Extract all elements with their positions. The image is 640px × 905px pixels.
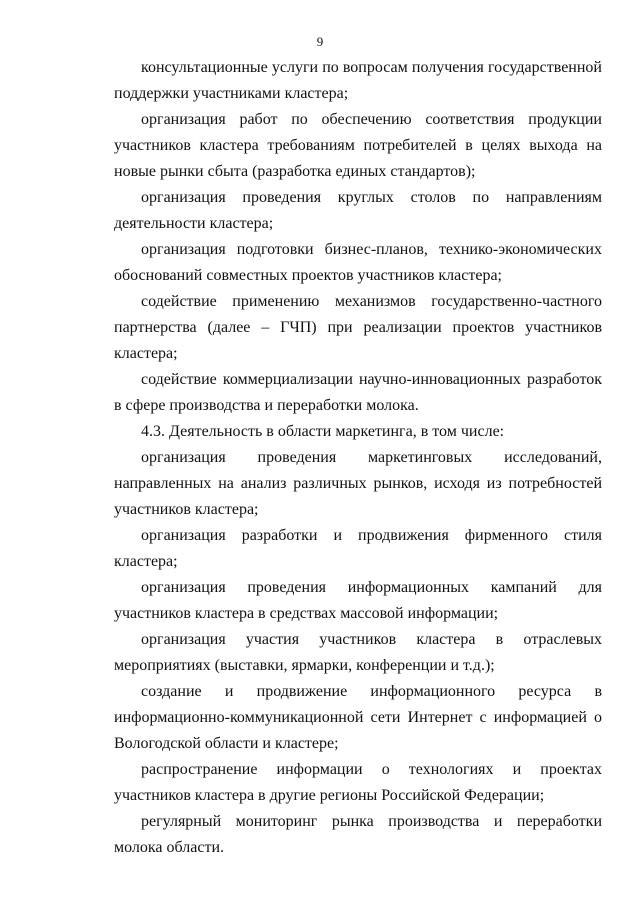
paragraph-commercialization: содействие коммерциализации научно-инновационных разработок в сфере производства и переработки молока. — [114, 371, 602, 414]
paragraph-internet-resource: создание и продвижение информационного ресурса в информационно-коммуникационной сети Интернет с информацией о Вологодской области и кластере; — [114, 683, 602, 752]
paragraph-info-distribution: распространение информации о технологиях и проектах участников кластера в другие регионы Российской Федерации; — [114, 761, 602, 804]
section-heading-marketing: 4.3. Деятельность в области маркетинга, в том числе: — [141, 423, 505, 440]
paragraph-business-plans: организация подготовки бизнес-планов, технико-экономических обоснований совместных проектов участников кластера; — [114, 241, 602, 284]
page-number: 9 — [316, 34, 324, 49]
paragraph-media-campaigns: организация проведения информационных кампаний для участников кластера в средствах массовой информации; — [114, 579, 602, 622]
paragraph-consulting: консультационные услуги по вопросам получения государственной поддержки участниками кластера; — [114, 59, 602, 102]
paragraph-industry-events: организация участия участников кластера в отраслевых мероприятиях (выставки, ярмарки, конференции и т.д.); — [114, 631, 602, 674]
document-body — [114, 55, 602, 861]
paragraph-ppp: содействие применению механизмов государственно-частного партнерства (далее – ГЧП) при реализации проектов участников кластера; — [114, 293, 602, 362]
paragraph-product-compliance: организация работ по обеспечению соответствия продукции участников кластера требованиям потребителей в целях выхода на новые рынки сбыта (разработка единых стандартов); — [114, 111, 602, 180]
paragraph-market-monitoring: регулярный мониторинг рынка производства и переработки молока области. — [114, 813, 602, 856]
paragraph-corporate-style: организация разработки и продвижения фирменного стиля кластера; — [114, 527, 602, 570]
paragraph-market-research: организация проведения маркетинговых исследований, направленных на анализ различных рынков, исходя из потребностей участников кластера; — [114, 449, 602, 518]
paragraph-round-tables: организация проведения круглых столов по направлениям деятельности кластера; — [114, 189, 602, 232]
